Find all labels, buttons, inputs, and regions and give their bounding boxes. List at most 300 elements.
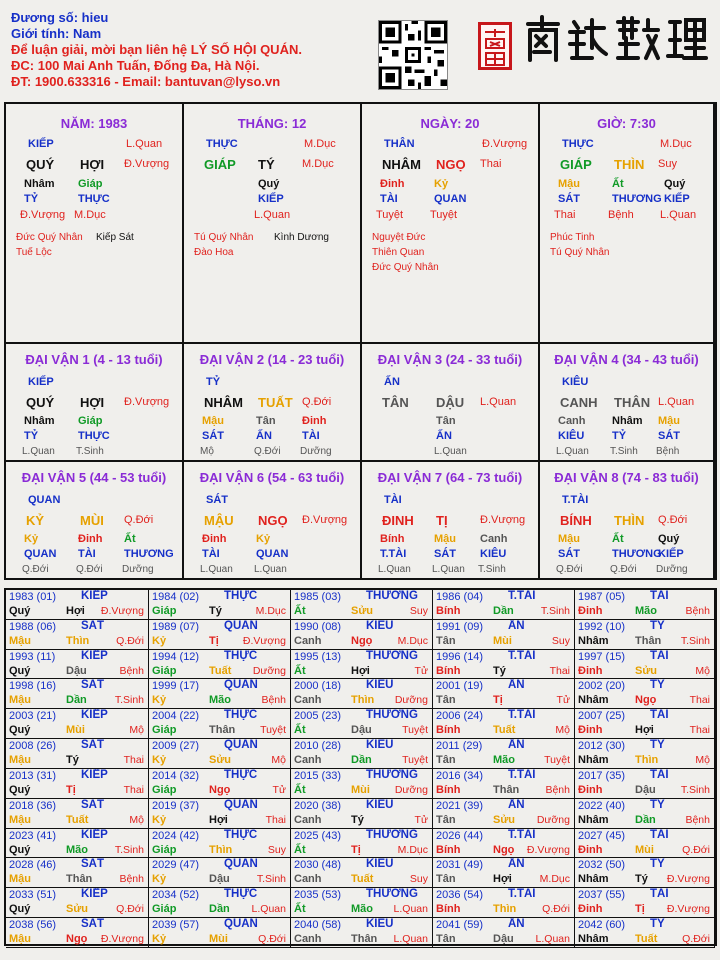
year-label: 2030 (48) <box>294 859 342 872</box>
dai-van-cell <box>362 344 540 462</box>
year-branch: Sửu <box>351 605 374 617</box>
dv-hidden-stem: Canh <box>480 533 508 545</box>
year-label: 2013 (31) <box>9 769 57 782</box>
year-branch: Sửu <box>209 754 232 767</box>
year-branch: Sửu <box>66 903 89 916</box>
year-branch: Thân <box>209 724 236 737</box>
dv-hidden-stem: Mậu <box>658 415 680 427</box>
year-branch: Tuất <box>493 724 516 737</box>
year-star: TÀI <box>650 768 669 781</box>
dv-hidden-stem: Nhâm <box>24 415 55 427</box>
year-stem: Canh <box>294 754 322 767</box>
dv-hidden-god: THƯƠNG <box>124 548 174 560</box>
special-star: Phúc Tinh <box>550 232 595 243</box>
year-phase: Đ.Vượng <box>100 605 144 617</box>
dai-van-stem: TÂN <box>382 395 409 410</box>
dai-van-phase: Q.Đới <box>124 514 154 526</box>
year-stem: Canh <box>294 813 322 826</box>
year-label: 2024 (42) <box>152 829 200 842</box>
year-branch: Thìn <box>66 634 90 647</box>
year-cell <box>291 888 433 918</box>
year-label: 2033 (51) <box>9 889 57 902</box>
year-star: TỶ <box>650 858 665 871</box>
hidden-god: TÀI <box>380 193 398 205</box>
year-label: 2015 (33) <box>294 769 342 782</box>
year-label: 1991 (09) <box>436 620 484 633</box>
brand-logo <box>520 14 708 76</box>
year-star: QUAN <box>224 679 258 692</box>
owner-name: Đương số: hieu <box>11 10 109 25</box>
year-cell <box>291 739 433 769</box>
year-star: KIÊU <box>366 739 394 752</box>
dai-van-cell <box>184 344 362 462</box>
year-phase: Dưỡng <box>536 813 570 826</box>
year-stem: Đinh <box>578 724 603 737</box>
year-cell <box>6 799 149 829</box>
hidden-phase: Thai <box>554 209 576 221</box>
year-cell <box>149 590 291 620</box>
year-stem: Bính <box>436 664 461 677</box>
year-cell <box>6 888 149 918</box>
special-star: Đào Hoa <box>194 247 234 258</box>
year-stem: Nhâm <box>578 754 609 767</box>
year-label: 2028 (46) <box>9 859 57 872</box>
year-branch: Dần <box>209 903 230 916</box>
year-star: THỰC <box>224 768 258 781</box>
hidden-god: QUAN <box>434 193 467 205</box>
year-star: KIẾP <box>81 649 108 662</box>
hidden-stem: Mậu <box>558 178 580 190</box>
year-stem: Tân <box>436 813 456 826</box>
dv-hidden-stem: Mậu <box>558 533 580 545</box>
year-branch: Mùi <box>351 783 370 796</box>
dv-hidden-phase: Q.Đới <box>254 446 281 457</box>
pillar-branch-phase: Thai <box>480 158 502 170</box>
year-phase: M.Dục <box>539 873 570 886</box>
year-label: 2029 (47) <box>152 859 200 872</box>
year-star: THƯƠNG <box>366 768 418 781</box>
pillar-branch-phase: M.Dục <box>302 158 334 170</box>
year-label: 2003 (21) <box>9 710 57 723</box>
hidden-phase: M.Dục <box>74 209 106 221</box>
year-cell <box>291 650 433 680</box>
year-branch: Tuất <box>635 933 658 946</box>
year-branch: Ngọ <box>351 634 373 647</box>
year-branch: Hợi <box>66 605 85 617</box>
year-branch: Mão <box>209 694 231 707</box>
dai-van-phase: Q.Đới <box>302 396 332 408</box>
year-cell <box>149 739 291 769</box>
year-phase: M.Dục <box>255 605 286 617</box>
pillar-title: NGÀY: 20 <box>420 116 480 131</box>
dv-hidden-phase: Q.Đới <box>556 564 583 575</box>
year-star: KIÊU <box>366 918 394 931</box>
year-label: 2036 (54) <box>436 889 484 902</box>
year-cell <box>575 650 715 680</box>
year-star: TÀI <box>650 649 669 662</box>
year-star: QUAN <box>224 739 258 752</box>
year-branch: Ngọ <box>493 843 515 856</box>
pillar-cell <box>540 104 715 344</box>
dv-hidden-phase: L.Quan <box>378 564 411 575</box>
year-stem: Nhâm <box>578 933 609 946</box>
hidden-god: SÁT <box>558 193 580 205</box>
year-label: 2004 (22) <box>152 710 200 723</box>
dv-hidden-stem: Mậu <box>434 533 456 545</box>
year-cell <box>575 829 715 859</box>
year-stem: Bính <box>436 605 461 617</box>
dai-van-star: QUAN <box>28 494 61 506</box>
hidden-phase: Đ.Vượng <box>20 209 66 221</box>
year-phase: Tuyệt <box>402 724 428 737</box>
dai-van-stem: KỶ <box>26 513 45 528</box>
year-star: T.TÀI <box>508 590 536 602</box>
dai-van-cell <box>540 462 715 580</box>
year-label: 2035 (53) <box>294 889 342 902</box>
year-stem: Quý <box>9 724 31 737</box>
year-label: 2010 (28) <box>294 740 342 753</box>
special-star: Thiên Quan <box>372 247 425 258</box>
dai-van-branch: NGỌ <box>258 513 288 528</box>
dv-hidden-god: SÁT <box>202 430 224 442</box>
year-star: KIẾP <box>81 709 108 722</box>
dv-hidden-stem: Đinh <box>202 533 227 545</box>
year-label: 2008 (26) <box>9 740 57 753</box>
year-phase: Suy <box>551 634 570 647</box>
year-cell <box>6 769 149 799</box>
year-phase: L.Quan <box>251 903 286 916</box>
year-branch: Tý <box>209 605 222 617</box>
year-phase: Thai <box>689 694 710 707</box>
year-stem: Kỷ <box>152 694 167 707</box>
dv-hidden-stem: Giáp <box>78 415 103 427</box>
dv-hidden-god: KIÊU <box>480 548 507 560</box>
year-phase: Đ.Vượng <box>666 903 710 916</box>
hidden-phase: Tuyệt <box>430 209 458 221</box>
year-cell <box>291 709 433 739</box>
year-phase: M.Dục <box>397 634 428 647</box>
dai-van-stem: MẬU <box>204 513 234 528</box>
year-cell <box>433 679 575 709</box>
year-stem: Bính <box>436 903 461 916</box>
year-stem: Bính <box>436 843 461 856</box>
year-branch: Dậu <box>493 933 514 946</box>
year-phase: Thai <box>549 664 570 677</box>
year-branch: Thìn <box>209 843 233 856</box>
dai-van-cell <box>6 344 184 462</box>
year-star: KIẾP <box>81 888 108 901</box>
dv-hidden-god: THƯƠNG <box>612 548 662 560</box>
year-label: 1987 (05) <box>578 591 626 603</box>
year-label: 2026 (44) <box>436 829 484 842</box>
dv-hidden-god: QUAN <box>24 548 57 560</box>
year-star: SÁT <box>81 619 104 632</box>
pillar-branch: TÝ <box>258 157 275 172</box>
pillar-cell <box>362 104 540 344</box>
year-cell <box>433 739 575 769</box>
year-phase: Bệnh <box>119 873 144 886</box>
year-stem: Tân <box>436 634 456 647</box>
year-stem: Ất <box>294 903 306 916</box>
year-stem: Ất <box>294 724 306 737</box>
year-label: 1993 (11) <box>9 650 56 663</box>
year-phase: Q.Đới <box>116 903 144 916</box>
year-star: QUAN <box>224 858 258 871</box>
dv-hidden-phase: Q.Đới <box>22 564 49 575</box>
pillar-branch-phase: Đ.Vượng <box>124 158 170 170</box>
year-stem: Ất <box>294 843 306 856</box>
dv-hidden-phase: T.Sinh <box>76 446 104 457</box>
year-phase: L.Quan <box>393 933 428 946</box>
year-cell <box>575 620 715 650</box>
special-star: Kình Dương <box>274 232 329 243</box>
pillar-star-phase: L.Quan <box>126 138 163 150</box>
year-label: 2014 (32) <box>152 769 200 782</box>
dv-hidden-phase: L.Quan <box>22 446 55 457</box>
year-cell <box>149 858 291 888</box>
pillars-grid <box>4 102 717 580</box>
year-cell <box>6 858 149 888</box>
dv-hidden-god: ẤN <box>256 430 272 442</box>
year-branch: Dần <box>351 754 372 767</box>
dv-hidden-stem: Bính <box>380 533 405 545</box>
year-phase: L.Quan <box>393 903 428 916</box>
year-label: 2016 (34) <box>436 769 484 782</box>
year-phase: Thai <box>265 813 286 826</box>
annual-luck-table <box>4 588 717 946</box>
year-branch: Mùi <box>209 933 228 946</box>
dv-hidden-stem: Tân <box>436 415 456 427</box>
dai-van-branch: TUẤT <box>258 395 293 410</box>
dv-hidden-phase: Q.Đới <box>610 564 637 575</box>
year-label: 1989 (07) <box>152 620 200 633</box>
year-star: TỶ <box>650 918 665 931</box>
year-stem: Canh <box>294 634 322 647</box>
year-stem: Quý <box>9 664 31 677</box>
year-cell <box>433 620 575 650</box>
year-cell <box>149 769 291 799</box>
year-cell <box>291 590 433 620</box>
year-phase: Mộ <box>271 754 286 767</box>
year-cell <box>291 799 433 829</box>
special-star: Tú Quý Nhân <box>194 232 254 243</box>
year-star: T.TÀI <box>508 888 536 901</box>
dv-hidden-god: SÁT <box>558 548 580 560</box>
year-stem: Nhâm <box>578 873 609 886</box>
year-stem: Giáp <box>152 783 177 796</box>
year-star: KIẾP <box>81 768 108 781</box>
year-stem: Đinh <box>578 664 603 677</box>
year-phase: Dưỡng <box>394 783 428 796</box>
qr-code-icon <box>378 20 448 90</box>
special-star: Nguyệt Đức <box>372 232 426 243</box>
year-cell <box>149 799 291 829</box>
year-branch: Dậu <box>635 783 656 796</box>
hidden-god: THƯƠNG <box>612 193 662 205</box>
year-cell <box>433 858 575 888</box>
year-cell <box>575 679 715 709</box>
special-star: Tuế Lộc <box>16 247 52 258</box>
year-label: 1996 (14) <box>436 650 484 663</box>
dv-hidden-phase: Dưỡng <box>656 564 688 575</box>
year-branch: Thân <box>66 873 93 886</box>
year-branch: Tý <box>351 813 364 826</box>
dai-van-phase: L.Quan <box>480 396 517 408</box>
hidden-phase: L.Quan <box>660 209 697 221</box>
dai-van-title: ĐẠI VẬN 8 (74 - 83 tuổi) <box>554 470 699 485</box>
year-stem: Mậu <box>9 754 31 767</box>
year-stem: Ất <box>294 664 306 677</box>
year-star: KIẾP <box>81 828 108 841</box>
pillar-branch: HỢI <box>80 157 105 172</box>
year-stem: Giáp <box>152 605 177 617</box>
year-star: SÁT <box>81 739 104 752</box>
pillar-branch-phase: Suy <box>658 158 677 170</box>
dv-hidden-phase: Q.Đới <box>76 564 103 575</box>
year-cell <box>575 739 715 769</box>
year-star: T.TÀI <box>508 828 536 841</box>
year-cell <box>575 590 715 620</box>
year-cell <box>575 709 715 739</box>
pillar-stem: GIÁP <box>560 157 592 172</box>
year-stem: Mậu <box>9 634 31 647</box>
dai-van-star: KIẾP <box>28 376 54 388</box>
year-label: 2027 (45) <box>578 829 626 842</box>
year-label: 2007 (25) <box>578 710 626 723</box>
dv-hidden-stem: Đinh <box>302 415 327 427</box>
year-star: QUAN <box>224 619 258 632</box>
dai-van-branch: THÂN <box>614 395 651 410</box>
hidden-god: KIẾP <box>258 193 284 205</box>
dai-van-star: TÀI <box>384 494 402 506</box>
year-cell <box>575 858 715 888</box>
year-cell <box>6 590 149 620</box>
year-label: 2025 (43) <box>294 829 342 842</box>
year-cell <box>291 679 433 709</box>
year-phase: T.Sinh <box>114 694 144 707</box>
year-branch: Ngọ <box>66 933 88 946</box>
year-cell <box>149 918 291 948</box>
year-phase: Thai <box>123 754 144 767</box>
year-branch: Dần <box>493 605 514 617</box>
year-stem: Giáp <box>152 664 177 677</box>
dv-hidden-god: TỶ <box>24 430 39 442</box>
year-branch: Tý <box>635 873 648 886</box>
hidden-phase: Bệnh <box>608 209 634 221</box>
year-cell <box>291 620 433 650</box>
year-phase: Dưỡng <box>252 664 286 677</box>
year-stem: Quý <box>9 783 31 796</box>
pillar-star-main: THỰC <box>562 138 594 150</box>
dv-hidden-phase: Dưỡng <box>122 564 154 575</box>
dai-van-title: ĐẠI VẬN 2 (14 - 23 tuổi) <box>199 352 345 367</box>
year-cell <box>291 769 433 799</box>
year-star: TÀI <box>650 888 669 901</box>
year-label: 2041 (59) <box>436 919 484 932</box>
year-star: KIÊU <box>366 679 394 692</box>
dai-van-stem: CANH <box>560 395 598 410</box>
dai-van-title: ĐẠI VẬN 3 (24 - 33 tuổi) <box>377 352 523 367</box>
year-stem: Quý <box>9 903 31 916</box>
year-branch: Tị <box>635 903 645 916</box>
year-phase: Tuyệt <box>544 754 570 767</box>
year-star: T.TÀI <box>508 709 536 722</box>
dai-van-stem: ĐINH <box>382 513 414 528</box>
pillar-stem: GIÁP <box>204 157 236 172</box>
year-stem: Nhâm <box>578 694 609 707</box>
dai-van-phase: L.Quan <box>658 396 695 408</box>
pillar-star-phase: Đ.Vượng <box>482 138 528 150</box>
year-label: 2037 (55) <box>578 889 626 902</box>
year-label: 2001 (19) <box>436 680 484 693</box>
year-branch: Dần <box>635 813 656 826</box>
dai-van-star: TỶ <box>206 376 221 388</box>
year-phase: Tuyệt <box>260 724 286 737</box>
dai-van-title: ĐẠI VẬN 5 (44 - 53 tuổi) <box>21 470 167 485</box>
dai-van-stem: QUÝ <box>26 395 55 410</box>
year-branch: Mão <box>635 605 657 617</box>
dai-van-branch: THÌN <box>614 513 645 528</box>
year-phase: Tử <box>272 783 286 796</box>
year-branch: Thìn <box>351 694 375 707</box>
dv-hidden-god: T.TÀI <box>380 548 407 560</box>
dv-hidden-phase: L.Quan <box>434 446 467 457</box>
hidden-god: KIẾP <box>664 193 690 205</box>
year-branch: Tị <box>351 843 361 856</box>
year-cell <box>149 679 291 709</box>
dv-hidden-stem: Ất <box>124 533 136 545</box>
dv-hidden-stem: Nhâm <box>612 415 643 427</box>
year-cell <box>291 918 433 948</box>
year-phase: Mộ <box>695 754 710 767</box>
year-phase: Q.Đới <box>542 903 570 916</box>
year-stem: Tân <box>436 694 456 707</box>
year-label: 2002 (20) <box>578 680 626 693</box>
dai-van-star: KIÊU <box>562 376 589 388</box>
dai-van-title: ĐẠI VẬN 1 (4 - 13 tuổi) <box>25 352 163 367</box>
year-cell <box>575 799 715 829</box>
year-label: 2040 (58) <box>294 919 342 932</box>
year-stem: Kỷ <box>152 634 167 647</box>
year-stem: Mậu <box>9 813 31 826</box>
dv-hidden-phase: L.Quan <box>556 446 589 457</box>
year-phase: Bệnh <box>685 605 710 617</box>
year-cell <box>6 679 149 709</box>
pillar-star-phase: M.Dục <box>660 138 692 150</box>
dv-hidden-stem: Kỷ <box>256 533 271 545</box>
year-label: 2000 (18) <box>294 680 342 693</box>
year-phase: T.Sinh <box>114 843 144 856</box>
year-branch: Dậu <box>66 664 87 677</box>
dv-hidden-god: THỰC <box>78 430 110 442</box>
year-stem: Bính <box>436 724 461 737</box>
red-seal-stamp <box>478 22 512 70</box>
dv-hidden-phase: T.Sinh <box>610 446 638 457</box>
year-branch: Mùi <box>635 843 654 856</box>
year-phase: Q.Đới <box>682 933 710 946</box>
dai-van-phase: Đ.Vượng <box>124 396 170 408</box>
year-phase: T.Sinh <box>680 783 710 796</box>
year-stem: Quý <box>9 605 31 617</box>
year-star: QUAN <box>224 798 258 811</box>
year-branch: Mão <box>351 903 373 916</box>
dai-van-phase: Đ.Vượng <box>480 514 526 526</box>
dv-hidden-god: SÁT <box>658 430 680 442</box>
year-phase: Mộ <box>129 724 144 737</box>
year-stem: Giáp <box>152 843 177 856</box>
hidden-stem: Nhâm <box>24 178 55 190</box>
year-label: 1994 (12) <box>152 650 200 663</box>
